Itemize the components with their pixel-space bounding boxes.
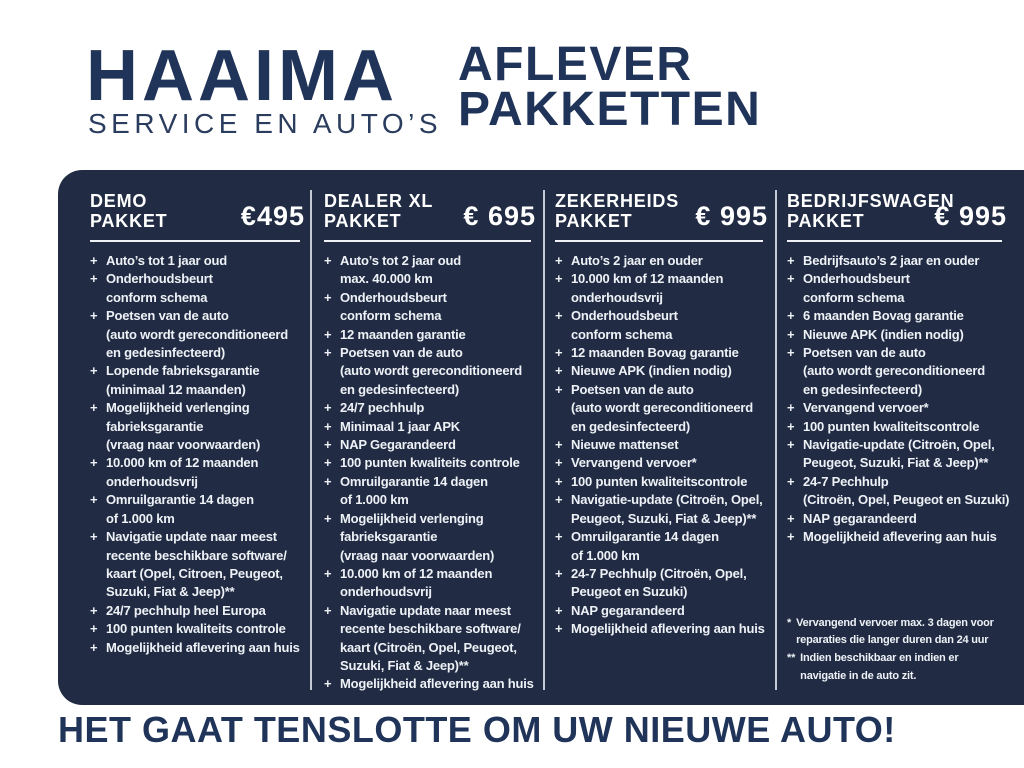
footnotes [787, 615, 1010, 686]
item-line: 24-7 Pechhulp (Citroën, Opel, [571, 565, 747, 581]
item-line: Lopende fabrieksgarantie [106, 363, 260, 379]
package-price: € 995 [695, 201, 768, 231]
plus-bullet-icon: + [787, 437, 795, 453]
item-line: Suzuki, Fiat & Jeep)** [340, 657, 469, 673]
item-lines [340, 675, 539, 693]
item-line: of 1.000 km [340, 492, 409, 508]
header-divider [555, 240, 763, 242]
item-line: (auto wordt gereconditioneerd [571, 400, 753, 416]
header-divider [90, 240, 300, 242]
item-line: recente beschikbare software/ [106, 547, 287, 563]
list-item [90, 528, 308, 602]
page-title [458, 38, 762, 136]
plus-bullet-icon: + [787, 510, 795, 526]
list-item [555, 473, 771, 491]
plus-bullet-icon: + [90, 308, 98, 324]
list-item [324, 510, 539, 565]
package-title-line: PAKKET [555, 211, 633, 231]
item-line: Navigatie-update (Citroën, Opel, [571, 492, 763, 508]
item-line: Onderhoudsbeurt [571, 308, 678, 324]
plus-bullet-icon: + [555, 437, 563, 453]
package-column [775, 170, 1024, 705]
item-line: Peugeot en Suzuki) [571, 584, 688, 600]
list-item [324, 565, 539, 602]
item-line: NAP gegarandeerd [803, 510, 917, 526]
list-item [555, 491, 771, 528]
item-line: en gedesinfecteerd) [106, 345, 226, 361]
list-item [555, 270, 771, 307]
plus-bullet-icon: + [787, 253, 795, 268]
package-header [324, 191, 539, 231]
item-lines [106, 270, 308, 307]
item-line: Auto’s 2 jaar en ouder [571, 253, 703, 268]
item-lines [571, 270, 771, 307]
plus-bullet-icon: + [324, 437, 332, 453]
item-lines [571, 565, 771, 602]
item-lines [340, 289, 539, 326]
item-line: onderhoudsvrij [571, 289, 663, 305]
item-lines [571, 602, 771, 620]
list-item [787, 399, 1010, 417]
plus-bullet-icon: + [555, 529, 563, 545]
plus-bullet-icon: + [90, 271, 98, 287]
page-title-line1: AFLEVER [458, 38, 693, 91]
plus-bullet-icon: + [555, 381, 563, 397]
package-column [58, 170, 310, 705]
item-line: (minimaal 12 maanden) [106, 381, 246, 397]
list-item [787, 473, 1010, 510]
item-lines [340, 473, 539, 510]
list-item [787, 252, 1010, 270]
item-lines [340, 326, 539, 344]
plus-bullet-icon: + [787, 326, 795, 342]
list-item [324, 399, 539, 417]
plus-bullet-icon: + [324, 565, 332, 581]
item-line: (auto wordt gereconditioneerd [340, 363, 522, 379]
item-lines [106, 307, 308, 362]
list-item [787, 344, 1010, 399]
list-item [555, 381, 771, 436]
item-line: fabrieksgarantie [340, 529, 438, 545]
list-item [90, 602, 308, 620]
item-line: Peugeot, Suzuki, Fiat & Jeep)** [571, 510, 757, 526]
item-line: Vervangend vervoer* [803, 400, 929, 416]
footnote-lines [800, 650, 958, 685]
logo-subtitle: SERVICE EN AUTO’S [88, 108, 442, 139]
list-item [90, 307, 308, 362]
list-item [555, 252, 771, 270]
list-item [324, 344, 539, 399]
item-line: Mogelijkheid verlenging [106, 400, 250, 416]
list-item [787, 418, 1010, 436]
plus-bullet-icon: + [90, 529, 98, 545]
header-divider [324, 240, 531, 242]
item-line: conform schema [106, 289, 208, 305]
package-price: €495 [240, 201, 305, 231]
package-column [543, 170, 775, 705]
package-column [310, 170, 543, 705]
item-line: 100 punten kwaliteitscontrole [571, 473, 748, 489]
item-lines [106, 362, 308, 399]
list-item [324, 326, 539, 344]
item-lines [571, 491, 771, 528]
list-item [555, 602, 771, 620]
package-title-line: DEALER XL [324, 191, 434, 211]
list-item [90, 252, 308, 270]
asterisk-marker: ** [787, 651, 796, 664]
package-title-line: PAKKET [90, 211, 168, 231]
list-item [324, 252, 539, 289]
list-item [787, 307, 1010, 325]
item-lines [571, 454, 771, 472]
item-lines [106, 602, 308, 620]
plus-bullet-icon: + [324, 510, 332, 526]
plus-bullet-icon: + [555, 621, 563, 637]
plus-bullet-icon: + [787, 473, 795, 489]
item-line: Auto’s tot 1 jaar oud [106, 253, 227, 268]
list-item [90, 491, 308, 528]
item-lines [106, 491, 308, 528]
plus-bullet-icon: + [90, 602, 98, 618]
item-line: 100 punten kwaliteitscontrole [803, 418, 980, 434]
item-lines [106, 639, 308, 657]
item-line: en gedesinfecteerd) [340, 381, 460, 397]
item-line: onderhoudsvrij [340, 584, 432, 600]
plus-bullet-icon: + [324, 676, 332, 692]
item-line: Navigatie update naar meest [106, 529, 277, 545]
item-line: Nieuwe APK (indien nodig) [803, 326, 964, 342]
item-lines [340, 399, 539, 417]
item-line: Onderhoudsbeurt [340, 289, 447, 305]
list-item [555, 344, 771, 362]
item-line: 10.000 km of 12 maanden [340, 565, 493, 581]
plus-bullet-icon: + [555, 345, 563, 361]
plus-bullet-icon: + [787, 271, 795, 287]
plus-bullet-icon: + [787, 308, 795, 324]
plus-bullet-icon: + [324, 455, 332, 471]
list-item [555, 620, 771, 638]
footnote-line: Indien beschikbaar en indien er [800, 651, 959, 664]
item-lines [106, 252, 308, 270]
plus-bullet-icon: + [787, 418, 795, 434]
list-item [324, 289, 539, 326]
list-item [324, 436, 539, 454]
asterisk-marker: * [787, 616, 792, 629]
item-lines [571, 436, 771, 454]
item-line: Poetsen van de auto [803, 345, 926, 361]
item-lines [340, 454, 539, 472]
item-line: (vraag naar voorwaarden) [106, 437, 261, 453]
item-line: conform schema [340, 308, 442, 324]
plus-bullet-icon: + [90, 639, 98, 655]
item-lines [106, 454, 308, 491]
list-item [324, 473, 539, 510]
item-line: Poetsen van de auto [340, 345, 463, 361]
plus-bullet-icon: + [324, 418, 332, 434]
footnote-line: reparaties die langer duren dan 24 uur [796, 634, 989, 647]
list-item [90, 270, 308, 307]
item-line: kaart (Opel, Citroen, Peugeot, [106, 565, 283, 581]
plus-bullet-icon: + [324, 602, 332, 618]
item-line: onderhoudsvrij [106, 473, 198, 489]
item-lines [803, 418, 1010, 436]
list-item [90, 454, 308, 491]
item-line: NAP gegarandeerd [571, 602, 685, 618]
footer-tagline: HET GAAT TENSLOTTE OM UW NIEUWE AUTO! [58, 709, 896, 750]
item-line: (vraag naar voorwaarden) [340, 547, 495, 563]
list-item [787, 270, 1010, 307]
item-line: recente beschikbare software/ [340, 621, 521, 637]
footnote [787, 615, 1010, 650]
item-lines [106, 399, 308, 454]
footnote-line: Vervangend vervoer max. 3 dagen voor [796, 616, 994, 629]
logo-wordmark: HAAIMA [86, 36, 398, 116]
item-line: Mogelijkheid aflevering aan huis [803, 529, 997, 545]
item-line: Omruilgarantie 14 dagen [340, 473, 488, 489]
plus-bullet-icon: + [555, 308, 563, 324]
item-line: Mogelijkheid aflevering aan huis [571, 621, 765, 637]
plus-bullet-icon: + [787, 529, 795, 545]
plus-bullet-icon: + [324, 289, 332, 305]
plus-bullet-icon: + [555, 565, 563, 581]
item-line: conform schema [571, 326, 673, 342]
item-line: NAP Gegarandeerd [340, 437, 456, 453]
item-line: Mogelijkheid verlenging [340, 510, 484, 526]
package-items [90, 252, 308, 657]
plus-bullet-icon: + [555, 602, 563, 618]
item-lines [340, 565, 539, 602]
package-title-line: DEMO [90, 191, 148, 211]
list-item [555, 565, 771, 602]
item-line: 24/7 pechhulp [340, 400, 425, 416]
item-lines [106, 528, 308, 602]
item-line: Onderhoudsbeurt [106, 271, 213, 287]
footnote-lines [796, 615, 994, 650]
item-lines [571, 307, 771, 344]
package-price: € 995 [934, 201, 1007, 231]
item-lines [340, 252, 539, 289]
item-line: Poetsen van de auto [106, 308, 229, 324]
item-line: Omruilgarantie 14 dagen [106, 492, 254, 508]
plus-bullet-icon: + [787, 345, 795, 361]
package-title-line: BEDRIJFSWAGEN [787, 191, 955, 211]
item-line: 24/7 pechhulp heel Europa [106, 602, 266, 618]
item-lines [803, 399, 1010, 417]
plus-bullet-icon: + [555, 363, 563, 379]
item-line: Navigatie update naar meest [340, 602, 511, 618]
plus-bullet-icon: + [324, 400, 332, 416]
list-item [90, 399, 308, 454]
item-lines [803, 252, 1010, 270]
item-line: Minimaal 1 jaar APK [340, 418, 460, 434]
package-title-line: PAKKET [787, 211, 865, 231]
list-item [90, 639, 308, 657]
list-item [555, 307, 771, 344]
plus-bullet-icon: + [324, 345, 332, 361]
item-lines [340, 436, 539, 454]
item-lines [106, 620, 308, 638]
item-line: Omruilgarantie 14 dagen [571, 529, 719, 545]
item-lines [571, 381, 771, 436]
item-line: 12 maanden Bovag garantie [571, 345, 739, 361]
package-title-line: PAKKET [324, 211, 402, 231]
item-lines [571, 362, 771, 380]
plus-bullet-icon: + [324, 253, 332, 268]
item-lines [571, 252, 771, 270]
list-item [555, 362, 771, 380]
item-lines [340, 344, 539, 399]
list-item [555, 436, 771, 454]
item-lines [571, 620, 771, 638]
item-lines [803, 510, 1010, 528]
plus-bullet-icon: + [555, 455, 563, 471]
column-separator [543, 190, 545, 690]
plus-bullet-icon: + [555, 473, 563, 489]
package-items [555, 252, 771, 639]
item-lines [340, 418, 539, 436]
item-line: (auto wordt gereconditioneerd [106, 326, 288, 342]
item-line: Auto’s tot 2 jaar oud [340, 253, 461, 268]
item-lines [803, 344, 1010, 399]
plus-bullet-icon: + [90, 363, 98, 379]
item-lines [803, 307, 1010, 325]
list-item [555, 528, 771, 565]
item-line: Suzuki, Fiat & Jeep)** [106, 584, 235, 600]
item-line: en gedesinfecteerd) [571, 418, 691, 434]
column-separator [310, 190, 312, 690]
item-lines [571, 344, 771, 362]
list-item [787, 528, 1010, 546]
package-header [787, 191, 1010, 231]
page-title-line2: PAKKETTEN [458, 83, 762, 136]
item-lines [803, 528, 1010, 546]
list-item [324, 418, 539, 436]
item-line: Navigatie-update (Citroën, Opel, [803, 437, 995, 453]
item-line: max. 40.000 km [340, 271, 433, 287]
column-separator [775, 190, 777, 690]
item-line: kaart (Citroën, Opel, Peugeot, [340, 639, 517, 655]
item-lines [571, 528, 771, 565]
packages-panel [58, 170, 1024, 705]
item-line: en gedesinfecteerd) [803, 381, 923, 397]
plus-bullet-icon: + [90, 400, 98, 416]
plus-bullet-icon: + [90, 492, 98, 508]
item-line: 100 punten kwaliteits controle [340, 455, 520, 471]
item-line: Peugeot, Suzuki, Fiat & Jeep)** [803, 455, 989, 471]
package-items [324, 252, 539, 694]
list-item [90, 620, 308, 638]
item-line: Nieuwe mattenset [571, 437, 679, 453]
item-line: Poetsen van de auto [571, 381, 694, 397]
plus-bullet-icon: + [90, 253, 98, 268]
item-line: of 1.000 km [571, 547, 640, 563]
item-line: (Citroën, Opel, Peugeot en Suzuki) [803, 492, 1010, 508]
plus-bullet-icon: + [555, 253, 563, 268]
item-line: Mogelijkheid aflevering aan huis [106, 639, 300, 655]
item-line: Vervangend vervoer* [571, 455, 697, 471]
item-line: Onderhoudsbeurt [803, 271, 910, 287]
item-lines [803, 436, 1010, 473]
plus-bullet-icon: + [787, 400, 795, 416]
list-item [90, 362, 308, 399]
item-line: fabrieksgarantie [106, 418, 204, 434]
item-line: 100 punten kwaliteits controle [106, 621, 286, 637]
package-items [787, 252, 1010, 547]
plus-bullet-icon: + [555, 271, 563, 287]
item-line: 10.000 km of 12 maanden [571, 271, 724, 287]
item-lines [340, 510, 539, 565]
header-divider [787, 240, 1002, 242]
list-item [555, 454, 771, 472]
list-item [787, 510, 1010, 528]
item-line: 10.000 km of 12 maanden [106, 455, 259, 471]
list-item [324, 675, 539, 693]
footnote-line: navigatie in de auto zit. [800, 669, 917, 682]
plus-bullet-icon: + [90, 621, 98, 637]
package-title-line: ZEKERHEIDS [555, 191, 680, 211]
item-lines [803, 473, 1010, 510]
plus-bullet-icon: + [90, 455, 98, 471]
item-lines [803, 270, 1010, 307]
plus-bullet-icon: + [324, 473, 332, 489]
list-item [787, 326, 1010, 344]
item-lines [571, 473, 771, 491]
plus-bullet-icon: + [555, 492, 563, 508]
item-line: Bedrijfsauto’s 2 jaar en ouder [803, 253, 980, 268]
package-header [90, 191, 308, 231]
item-line: 6 maanden Bovag garantie [803, 308, 964, 324]
plus-bullet-icon: + [324, 326, 332, 342]
item-line: conform schema [803, 289, 905, 305]
item-line: Nieuwe APK (indien nodig) [571, 363, 732, 379]
list-item [787, 436, 1010, 473]
package-header [555, 191, 771, 231]
item-line: 24-7 Pechhulp [803, 473, 889, 489]
item-line: 12 maanden garantie [340, 326, 466, 342]
footnote [787, 650, 1010, 685]
item-line: Mogelijkheid aflevering aan huis [340, 676, 534, 692]
item-line: (auto wordt gereconditioneerd [803, 363, 985, 379]
item-lines [340, 602, 539, 676]
item-lines [803, 326, 1010, 344]
list-item [324, 602, 539, 676]
item-line: of 1.000 km [106, 510, 175, 526]
list-item [324, 454, 539, 472]
package-price: € 695 [463, 201, 536, 231]
